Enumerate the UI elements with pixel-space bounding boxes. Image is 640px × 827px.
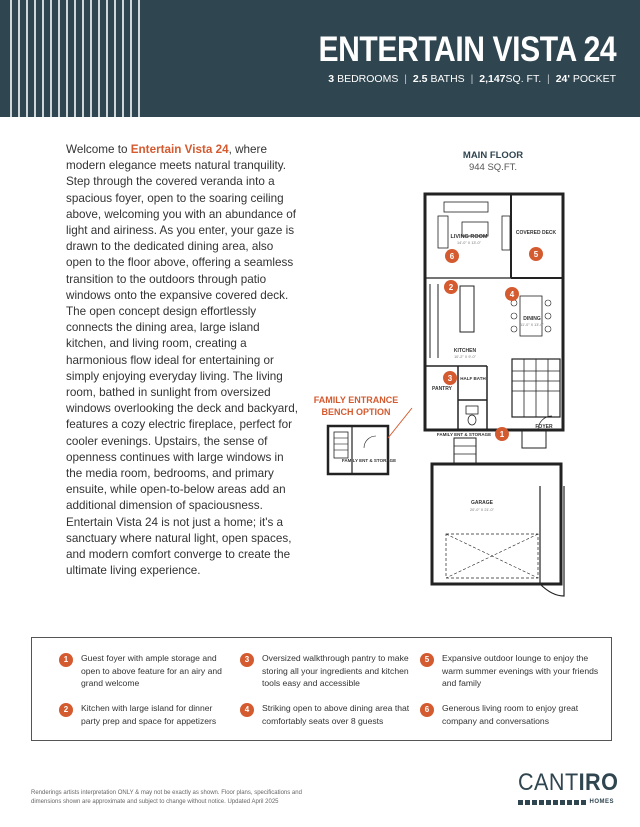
foyer-label: FOYER bbox=[535, 424, 553, 430]
home-specs bbox=[328, 73, 616, 85]
dining-label: DINING bbox=[523, 316, 541, 322]
bedrooms-unit: BEDROOMS bbox=[337, 73, 399, 85]
feature-item bbox=[420, 652, 600, 690]
baths-unit: BATHS bbox=[430, 73, 465, 85]
covered-deck-label: COVERED DECK bbox=[515, 230, 557, 236]
feature-number: 5 bbox=[420, 653, 434, 667]
feature-text: Striking open to above dining area that comfortably seats over 8 guests bbox=[262, 703, 410, 726]
floor-label bbox=[422, 150, 564, 173]
feature-text: Kitchen with large island for dinner party prep and space for appetizers bbox=[81, 703, 217, 726]
feature-item bbox=[59, 702, 224, 727]
baths-value: 2.5 bbox=[412, 73, 428, 85]
logo-part2: IRO bbox=[578, 769, 619, 796]
floor-area: 944 SQ.FT. bbox=[468, 162, 518, 173]
feature-item bbox=[420, 702, 600, 727]
bench-option-connector bbox=[388, 408, 412, 438]
feature-number: 6 bbox=[420, 703, 434, 717]
sqft-value: 2,147 bbox=[479, 73, 506, 85]
living-room-dims: 14'-0" X 13'-0" bbox=[457, 241, 481, 245]
spec-separator: | bbox=[404, 73, 407, 85]
disclaimer: Renderings artists interpretation ONLY & may not be exactly as shown. Floor plans, specifications and dimensions shown are approximate and subject to change without notice. Updated April 2025 bbox=[31, 790, 302, 805]
logo-bar bbox=[518, 799, 614, 805]
feature-item bbox=[59, 652, 224, 690]
feature-item bbox=[240, 652, 415, 690]
logo-wordmark bbox=[518, 769, 619, 796]
garage-outline bbox=[432, 464, 561, 584]
bench-option-room-label: FAMILY ENT & STORAGE bbox=[341, 458, 397, 463]
family-entry-label: FAMILY ENT & STORAGE bbox=[436, 432, 492, 437]
feature-number: 4 bbox=[240, 703, 254, 717]
floor-name: MAIN FLOOR bbox=[462, 150, 524, 161]
description-highlight: Entertain Vista 24 bbox=[130, 143, 229, 156]
garage-label: GARAGE bbox=[471, 500, 493, 506]
home-description bbox=[66, 142, 302, 579]
feature-item bbox=[240, 702, 415, 727]
feature-number: 1 bbox=[59, 653, 73, 667]
kitchen-label: KITCHEN bbox=[453, 348, 477, 354]
marker-6: 6 bbox=[449, 252, 455, 261]
spec-separator: | bbox=[470, 73, 474, 85]
logo-dashes bbox=[518, 800, 586, 805]
cantiro-logo bbox=[518, 769, 619, 805]
logo-part1: CANT bbox=[518, 769, 579, 796]
description-body: , where modern elegance meets natural tranquility. Step through the covered veranda into a spacious foyer, open to the soaring ceiling above, welcoming you with an abundance of light and airiness. As you enter, your gaze is drawn to the dedicated dining area, also open to the floor above, offering a seamless transition to the outdoors through patio windows onto the expansive covered deck. The open concept design effortlessly connects the dining area, large island kitchen, and living room, creating a harmonious flow ideal for entertaining or simply enjoying everyday living. The living room, bathed in sunlight from oversized windows overlooking the deck and backyard, features a cozy electric fireplace, perfect for cooler evenings. Upstairs, the sense of openness continues with large windows in the media room, bedrooms, and primary ensuite, while open-to-below areas add an additional dimension of spaciousness. Entertain Vista 24 is not just a home; it's a sanctuary where natural light, open spaces, and modern comfort converge to create the ultimate living experience. bbox=[66, 143, 298, 578]
sqft-unit: SQ. FT. bbox=[505, 73, 542, 85]
marker-3: 3 bbox=[447, 374, 453, 383]
feature-text: Generous living room to enjoy great company and conversations bbox=[442, 703, 579, 726]
description-intro: Welcome to bbox=[66, 143, 131, 156]
logo-homes: HOMES bbox=[589, 799, 614, 805]
pantry-label: PANTRY bbox=[432, 386, 452, 392]
features-box bbox=[31, 637, 612, 741]
marker-2: 2 bbox=[448, 283, 454, 292]
page-title: ENTERTAIN VISTA 24 bbox=[318, 30, 616, 69]
feature-text: Oversized walkthrough pantry to make storing all your ingredients and kitchen tools easy and accessible bbox=[262, 653, 409, 689]
garage-dims: 20'-0" X 21'-0" bbox=[470, 508, 494, 512]
bench-option-label: FAMILY ENTRANCE BENCH OPTION bbox=[313, 395, 399, 417]
dining-dims: 11'-0" X 13'-0" bbox=[520, 323, 544, 327]
pocket-unit: POCKET bbox=[572, 73, 616, 85]
marker-4: 4 bbox=[509, 290, 515, 299]
marker-1: 1 bbox=[499, 430, 505, 439]
feature-number: 3 bbox=[240, 653, 254, 667]
feature-text: Expansive outdoor lounge to enjoy the warm summer evenings with your friends and family bbox=[442, 653, 599, 689]
feature-number: 2 bbox=[59, 703, 73, 717]
living-room-label: LIVING ROOM bbox=[450, 234, 488, 240]
header-banner bbox=[0, 0, 640, 117]
marker-5: 5 bbox=[533, 250, 539, 259]
bedrooms-value: 3 bbox=[328, 73, 335, 85]
feature-text: Guest foyer with ample storage and open to above feature for an airy and grand welcome bbox=[81, 653, 222, 689]
half-bath-label: HALF BATH bbox=[460, 376, 486, 381]
spec-separator: | bbox=[547, 73, 550, 85]
floor-plan bbox=[312, 186, 572, 606]
pocket-value: 24' bbox=[555, 73, 570, 85]
kitchen-dims: 10'-2" X 9'-0" bbox=[454, 355, 476, 359]
